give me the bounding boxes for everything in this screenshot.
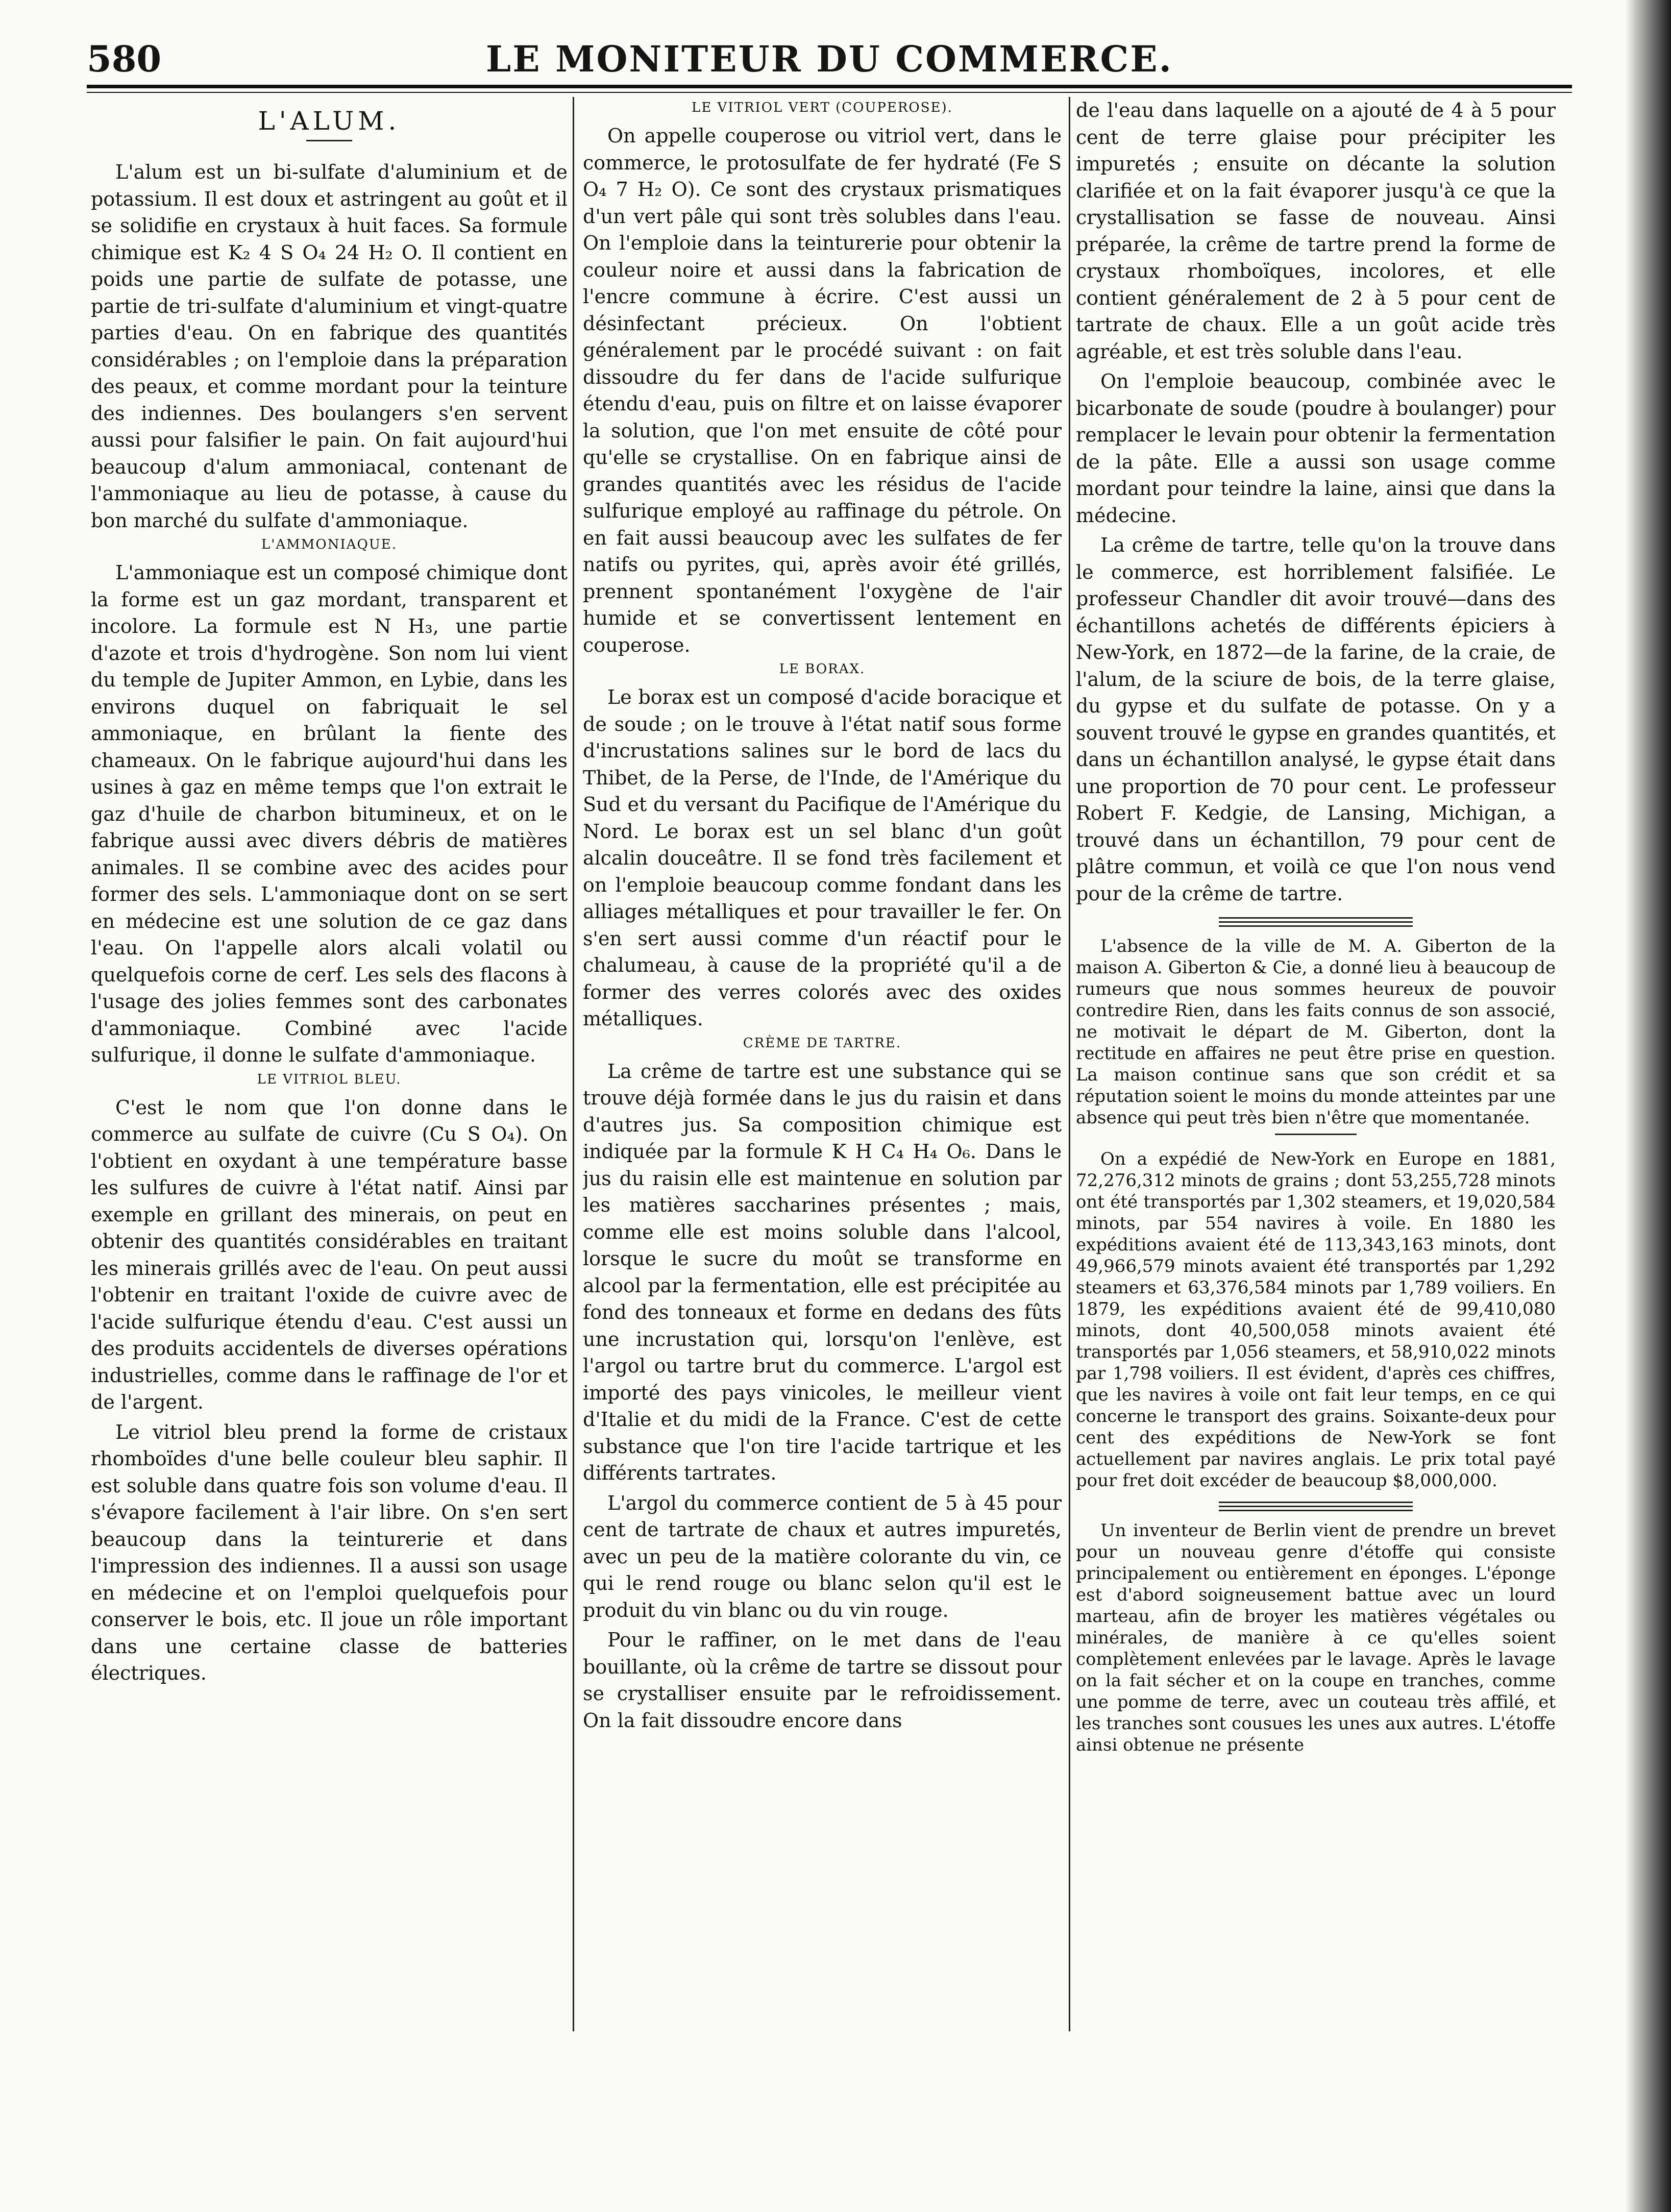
section-title-vitriol-vert: LE VITRIOL VERT (COUPEROSE). <box>692 100 953 115</box>
section-title-creme-de-tartre: CRÈME DE TARTRE. <box>743 1035 902 1051</box>
paragraph-vitriol-bleu-2: Le vitriol bleu prend la forme de cristaux rhomboïdes d'une belle couleur bleu saphir. Il est soluble dans quatre fois son volume d'eau. Il s'évapore facilement à l'air libre. On s'en sert beaucoup dans la teinturerie et dans l'impression des indiennes. Il a aussi son usage en médecine et on l'emploi quelquefois pour conserver le bois, etc. Il joue un rôle important dans une certaine classe de batteries électriques. <box>91 1420 568 1684</box>
column-divider-2 <box>1069 97 1070 2031</box>
article-title-alum: L'ALUM. <box>258 106 401 136</box>
title-dash <box>306 140 352 141</box>
paragraph-ammoniaque: L'ammoniaque est un composé chimique dont la forme est un gaz mordant, transparent et incolore. La formule est N H₃, une partie d'azote et trois d'hydrogène. Son nom lui vient du temple de Jupiter Ammon, en Lybie, dans les environs duquel on fabriquait le sel ammoniaque, en brûlant la fiente des chameaux. On le fabrique aujourd'hui dans les usines à gaz en même temps que l'on extrait le gaz d'huile de charbon bitumineux, et on le fabrique aussi avec divers débris de matières animales. Il se combine avec des acides pour former des sels. L'ammoniaque dont on se sert en médecine est une solution de ce gaz dans l'eau. On l'appelle alors alcali volatil ou quelquefois corne de cerf. Les sels des flacons à l'usage des jolies femmes sont des carbonates d'ammoniaque. Combiné avec l'acide sulfurique, il donne le sulfate d'ammoniaque. <box>91 561 568 1066</box>
news-item-grain-exports: On a expédié de New-York en Europe en 1881, 72,276,312 minots de grains ; dont 53,255,728 minots ont été transportés par 1,302 steamers, et 19,020,584 minots, par 554 navires à voile. En 1880 les expéditions avaient été de 113,343,163 minots, dont 49,966,579 minots avaient été transportés par 1,292 steamers et 63,376,584 minots par 1,789 voiliers. En 1879, les expéditions avaient été de 99,410,080 minots, dont 40,500,058 minots avaient été transportés par 1,056 steamers, et 58,910,022 minots par 1,798 voiliers. Il est évident, d'après ces chiffres, que les navires à voile ont fait leur temps, en ce qui concerne le transport des grains. Soixante-deux pour cent des expéditions de New-York se font actuellement par navires anglais. Le prix total payé pour fret doit excéder de beaucoup $8,000,000. <box>1076 1149 1556 1491</box>
column-divider-1 <box>573 97 574 2031</box>
page-number: 580 <box>87 38 162 80</box>
paragraph-creme-2: L'argol du commerce contient de 5 à 45 pour cent de tartrate de chaux et autres impuretés, avec un peu de la matière colorante du vin, ce qui le rend rouge ou blanc selon qu'il est le produit du vin blanc ou du vin rouge. <box>583 1491 1062 1621</box>
paragraph-creme-continued: de l'eau dans laquelle on a ajouté de 4 à 5 pour cent de terre glaise pour précipiter les impuretés ; ensuite on décante la solution clarifiée et on la fait évaporer jusqu'à ce que la crystallisation se fasse de nouveau. Ainsi préparée, la crême de tartre prend la forme de crystaux rhomboïques, incolores, et elle contient généralement de 2 à 5 pour cent de tartrate de chaux. Elle a un goût acide très agréable, et est très soluble dans l'eau. <box>1076 99 1556 363</box>
paragraph-creme-usage: On l'emploie beaucoup, combinée avec le bicarbonate de soude (poudre à boulanger) pour remplacer le levain pour obtenir la fermentation de la pâte. Elle a aussi son usage comme mordant pour teindre la laine, ainsi que dans la médecine. <box>1076 370 1556 527</box>
paragraph-vitriol-bleu-1: C'est le nom que l'on donne dans le commerce au sulfate de cuivre (Cu S O₄). On l'obtient en oxydant à une température basse les sulfures de cuivre à l'état natif. Ainsi par exemple en grillant des minerais, on peut en obtenir des quantités considérables en traitant les minerais grillés avec de l'eau. On peut aussi l'obtenir en traitant l'oxide de cuivre avec de l'acide sulfurique étendu d'eau. C'est aussi un des produits accidentels de diverses opérations industrielles, comme dans le raffinage de l'or et de l'argent. <box>91 1096 568 1413</box>
section-title-borax: LE BORAX. <box>779 661 866 677</box>
section-title-ammoniaque: L'AMMONIAQUE. <box>261 537 398 552</box>
news-divider-3 <box>1076 1495 1556 1516</box>
news-divider-1 <box>1076 911 1556 931</box>
section-title-vitriol-bleu: LE VITRIOL BLEU. <box>257 1071 402 1087</box>
column-2 <box>583 97 1062 2031</box>
masthead-title: LE MONITEUR DU COMMERCE. <box>486 38 1173 80</box>
column-3 <box>1076 97 1556 2031</box>
paragraph-creme-falsification: La crême de tartre, telle qu'on la trouve dans le commerce, est horriblement falsifiée. Le professeur Chandler dit avoir trouvé—dans des échantillons achetés de différents épiciers à New-York, en 1872—de la farine, de la craie, de l'alum, de la sciure de bois, de la terre glaise, du gypse et du sulfate de potasse. On y a souvent trouvé le gypse en grandes quantités, et dans un échantillon analysé, le gypse était dans une proportion de 70 pour cent. Le professeur Robert F. Kedgie, de Lansing, Michigan, a trouvé dans un échantillon, 79 pour cent de plâtre commun, et voilà ce que l'on nous vend pour de la crême de tartre. <box>1076 534 1556 905</box>
header-rule-thick <box>87 85 1572 88</box>
paragraph-borax: Le borax est un composé d'acide boracique et de soude ; on le trouve à l'état natif sous forme d'incrustations salines sur le bord de lacs du Thibet, de la Perse, de l'Inde, de l'Amérique du Sud et du versant du Pacifique de l'Amérique du Nord. Le borax est un sel blanc d'un goût alcalin douceâtre. Il se fond très facilement et on l'emploie beaucoup comme fondant dans les alliages métalliques et pour travailler le fer. On s'en sert aussi comme d'un réactif pour le chalumeau, à cause de la propriété qu'il a de former des verres colorés avec des oxides métalliques. <box>583 686 1062 1030</box>
page-header <box>87 38 1572 82</box>
scan-edge-shadow <box>1625 0 1671 2212</box>
news-divider-2 <box>1275 1134 1357 1135</box>
column-1 <box>91 97 568 2031</box>
paragraph-vitriol-vert: On appelle couperose ou vitriol vert, dans le commerce, le protosulfate de fer hydraté (Fe S O₄ 7 H₂ O). Ce sont des crystaux prismatiques d'un vert pâle qui sont très solubles dans l'eau. On l'emploie dans la teinturerie pour obtenir la couleur noire et aussi dans la fabrication de l'encre commune à écrire. C'est aussi un désinfectant précieux. On l'obtient généralement par le procédé suivant : on fait dissoudre du fer dans de l'acide sulfurique étendu d'eau, puis on filtre et on laisse évaporer la solution, que l'on met ensuite de côté pour qu'elle se crystallise. On en fabrique ainsi de grandes quantités avec les résidus de l'acide sulfurique employé au raffinage du pétrole. On en fait aussi beaucoup avec les sulfates de fer natifs ou pyrites, qui, après avoir été grillés, prennent spontanément l'oxygène de l'air humide et se convertissent lentement en couperose. <box>583 125 1062 656</box>
paragraph-creme-1: La crême de tartre est une substance qui se trouve déjà formée dans le jus du raisin et dans d'autres jus. Sa composition chimique est indiquée par la formule K H C₄ H₄ O₆. Dans le jus du raisin elle est maintenue en solution par les matières saccharines présentes ; mais, comme elle est moins soluble dans l'alcool, lorsque le sucre du moût se transforme en alcool par la fermentation, elle est précipitée au fond des tonneaux et forme en dedans des fûts une incrustation qui, lorsqu'on l'enlève, est l'argol ou tartre brut du commerce. L'argol est importé des pays vinicoles, le meilleur vient d'Italie et du midi de la France. C'est de cette substance que l'on tire l'acide tartrique et les différents tartrates. <box>583 1060 1062 1484</box>
paragraph-creme-3: Pour le raffiner, on le met dans de l'eau bouillante, où la crême de tartre se dissout pour se crystalliser ensuite par le refroidissement. On la fait dissoudre encore dans <box>583 1629 1062 1732</box>
news-item-giberton: L'absence de la ville de M. A. Giberton de la maison A. Giberton & Cie, a donné lieu à beaucoup de rumeurs que nous sommes heureux de pouvoir contredire Rien, dans les faits connus de son associé, ne motivait le départ de M. Giberton, dont la rectitude en affaires ne peut être prise en question. La maison continue sans que son crédit et sa réputation soient le moins du monde atteintes par une absence qui peut très bien n'être que momentanée. <box>1076 936 1556 1128</box>
header-rule-thin <box>87 92 1572 93</box>
news-item-sponge-fabric: Un inventeur de Berlin vient de prendre un brevet pour un nouveau genre d'étoffe qui consiste principalement ou entièrement en éponges. L'éponge est d'abord soigneusement battue avec un lourd marteau, afin de broyer les matières végétales ou minérales, de manière à ce qu'elles soient complètement enlevées par le lavage. Après le lavage on la fait sécher et on la coupe en tranches, comme une pomme de terre, avec un couteau très affilé, et les tranches sont cousues les unes aux autres. L'étoffe ainsi obtenue ne présente <box>1076 1520 1556 1755</box>
paragraph-alum: L'alum est un bi-sulfate d'aluminium et de potassium. Il est doux et astringent au goût et il se solidifie en crystaux à huit faces. Sa formule chimique est K₂ 4 S O₄ 24 H₂ O. Il contient en poids une partie de sulfate de potasse, une partie de tri-sulfate d'aluminium et vingt-quatre parties d'eau. On en fabrique des quantités considérables ; on l'emploie dans la préparation des peaux, et comme mordant pour la teinture des indiennes. Des boulangers s'en servent aussi pour falsifier le pain. On fait aujourd'hui beaucoup d'alum ammoniacal, contenant de l'ammoniaque au lieu de potasse, à cause du bon marché du sulfate d'ammoniaque. <box>91 161 568 532</box>
